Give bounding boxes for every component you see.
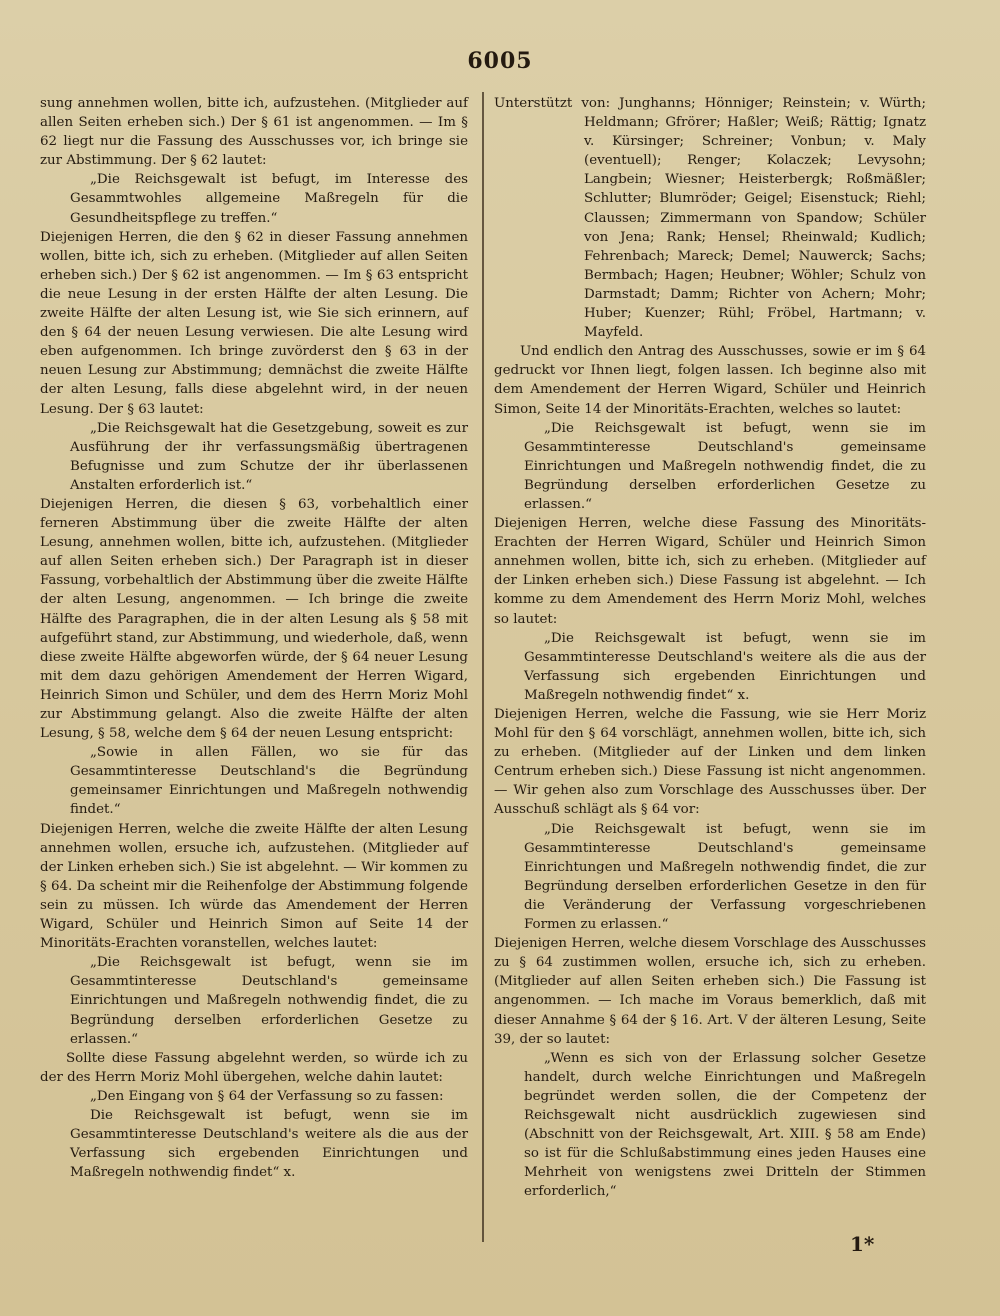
paragraph: Diejenigen Herren, welche diese Fassung des Minoritäts-Erachten der Herren Wigard, Schüler und Heinrich Simon annehmen wollen, bitte ich, sich zu erheben. (Mitglieder auf der Linken erheben sich.) Diese Fassung ist abgelehnt. — Ich komme zu dem Amendement des Herrn Moriz Mohl, welches so lautet: — [494, 516, 926, 627]
quoted-text: „Die Reichsgewalt ist befugt, wenn sie im Gesammtinteresse Deutschland's gemeinsame Einrichtungen und Maßregeln nothwendig findet, die zur Begründung derselben erforderlichen Gesetze in den für die Veränderung der Verfassung vorgeschriebenen Formen zu erlassen.“ — [524, 821, 926, 933]
right-column — [494, 94, 926, 1201]
quoted-text: „Die Reichsgewalt ist befugt, wenn sie im Gesammtinteresse Deutschland's gemeinsame Einrichtungen und Maßregeln nothwendig findet, die zu Begründung derselben erforderlichen Gesetze zu erlassen.“ — [70, 955, 468, 1047]
left-column — [40, 94, 468, 1182]
paragraph: Diejenigen Herren, die diesen § 63, vorbehaltlich einer ferneren Abstimmung über die zweite Hälfte der alten Lesung, annehmen wollen, bitte ich, aufzustehen. (Mitglieder auf allen Seiten erheben sich.) Der Paragraph ist in dieser Fassung, vorbehaltlich der Abstimmung über die zweite Hälfte der alten Lesung, angenommen. — Ich bringe die zweite Hälfte des Paragraphen, die in der alten Lesung als § 58 mit aufgeführt stand, zur Abstimmung, und wiederhole, daß, wenn diese zweite Hälfte abgeworfen würde, der § 64 neuer Lesung mit dem dazu gehörigen Amendement der Herren Wigard, Heinrich Simon und Schüler, und dem des Herrn Moriz Mohl zur Abstimmung gelangt. Also die zweite Hälfte der alten Lesung, § 58, welche dem § 64 der neuen Lesung entspricht: — [40, 496, 468, 742]
quoted-text: „Wenn es sich von der Erlassung solcher Gesetze handelt, durch welche Einrichtungen und Maßregeln begründet werden sollen, die der Competenz der Reichsgewalt nicht ausdrücklich zugewiesen sind (Abschnitt von der Reichsgewalt, Art. XIII. § 58 am Ende) so ist für die Schlußabstimmung eines jeden Hauses eine Mehrheit von wenigstens zwei Dritteln der Stimmen erforderlich,“ — [524, 1050, 926, 1200]
quoted-text: Die Reichsgewalt ist befugt, wenn sie im Gesammtinteresse Deutschland's weitere als die aus der Verfassung sich ergebenden Einrichtungen und Maßregeln nothwendig findet“ x. — [70, 1107, 468, 1181]
paragraph: sung annehmen wollen, bitte ich, aufzustehen. (Mitglieder auf allen Seiten erheben sich.) Der § 61 ist angenommen. — Im § 62 liegt nur die Fassung des Ausschusses vor, ich bringe sie zur Abstimmung. Der § 62 lautet: — [40, 96, 468, 169]
paragraph: Und endlich den Antrag des Ausschusses, sowie er im § 64 gedruckt vor Ihnen liegt, folgen lassen. Ich beginne also mit dem Amendement der Herren Wigard, Schüler und Heinrich Simon, Seite 14 der Minoritäts-Erachten, welches so lautet: — [494, 344, 926, 417]
page-number: 6005 — [467, 48, 533, 74]
quoted-text: „Die Reichsgewalt hat die Gesetzgebung, soweit es zur Ausführung der ihr verfassungsmäßig übertragenen Befugnisse und zum Schutze der ihr überlassenen Anstalten erforderlich ist.“ — [70, 420, 468, 493]
paragraph: Diejenigen Herren, welche die zweite Hälfte der alten Lesung annehmen wollen, ersuche ich, aufzustehen. (Mitglieder auf der Linken erheben sich.) Sie ist abgelehnt. — Wir kommen zu § 64. Da scheint mir die Reihenfolge der Abstimmung folgende sein zu müssen. Ich würde das Amendement der Herren Wigard, Schüler und Heinrich Simon auf Seite 14 der Minoritäts-Erachten voranstellen, welches lautet: — [40, 821, 468, 952]
quoted-text: „Den Eingang von § 64 der Verfassung so zu fassen: — [90, 1088, 444, 1104]
signature-mark: 1* — [850, 1232, 875, 1256]
column-divider — [482, 92, 484, 1242]
paragraph: Sollte diese Fassung abgelehnt werden, so würde ich zu der des Herrn Moriz Mohl übergehen, welche dahin lautet: — [40, 1050, 468, 1085]
paragraph: Unterstützt von: Junghanns; Hönniger; Reinstein; v. Würth; Heldmann; Gfrörer; Haßler; Weiß; Rättig; Ignatz v. Kürsinger; Schreiner; Vonbun; v. Maly (eventuell); Renger; Kolaczek; Levysohn; Langbein; Wiesner; Heisterbergk; Roßmäßler; Schlutter; Blumröder; Geigel; Eisenstuck; Riehl; Claussen; Zimmermann von Spandow; Schüler von Jena; Rank; Hensel; Rheinwald; Kudlich; Fehrenbach; Mareck; Demel; Nauwerck; Sachs; Bermbach; Hagen; Heubner; Wöhler; Schulz von Darmstadt; Damm; Richter von Achern; Mohr; Huber; Kuenzer; Rühl; Fröbel, Hartmann; v. Mayfeld. — [494, 96, 926, 341]
paragraph: Diejenigen Herren, welche diesem Vorschlage des Ausschusses zu § 64 zustimmen wollen, ersuche ich, sich zu erheben. (Mitglieder auf allen Seiten erheben sich.) Die Fassung ist angenommen. — Ich mache im Voraus bemerklich, daß mit dieser Annahme § 64 der § 16. Art. V der älteren Lesung, Seite 39, der so lautet: — [494, 936, 926, 1047]
paragraph: Diejenigen Herren, welche die Fassung, wie sie Herr Moriz Mohl für den § 64 vorschlägt, annehmen wollen, bitte ich, sich zu erheben. (Mitglieder auf der Linken und dem linken Centrum erheben sich.) Diese Fassung ist nicht angenommen. — Wir gehen also zum Vorschlage des Ausschusses über. Der Ausschuß schlägt als § 64 vor: — [494, 707, 926, 818]
quoted-text: „Sowie in allen Fällen, wo sie für das Gesammtinteresse Deutschland's die Begründung gemeinsamer Einrichtungen und Maßregeln nothwendig findet.“ — [70, 745, 468, 818]
quoted-text: „Die Reichsgewalt ist befugt, wenn sie im Gesammtinteresse Deutschland's weitere als die aus der Verfassung sich ergebenden Einrichtungen und Maßregeln nothwendig findet“ x. — [524, 630, 926, 703]
quoted-text: „Die Reichsgewalt ist befugt, wenn sie im Gesammtinteresse Deutschland's gemeinsame Einrichtungen und Maßregeln nothwendig findet, die zu Begründung derselben erforderlichen Gesetze zu erlassen.“ — [524, 420, 926, 512]
paragraph: Diejenigen Herren, die den § 62 in dieser Fassung annehmen wollen, bitte ich, sich zu erheben. (Mitglieder auf allen Seiten erheben sich.) Der § 62 ist angenommen. — Im § 63 entspricht die neue Lesung in der ersten Hälfte der alten Lesung. Die zweite Hälfte der alten Lesung ist, wie Sie sich erinnern, auf den § 64 der neuen Lesung verwiesen. Die alte Lesung wird eben aufgenommen. Ich bringe zuvörderst den § 63 in der neuen Lesung zur Abstimmung; demnächst die zweite Hälfte der alten Lesung, falls diese abgelehnt wird, in der neuen Lesung. Der § 63 lautet: — [40, 229, 468, 417]
quoted-text: „Die Reichsgewalt ist befugt, im Interesse des Gesammtwohles allgemeine Maßregeln für die Gesundheitspflege zu treffen.“ — [70, 172, 468, 226]
